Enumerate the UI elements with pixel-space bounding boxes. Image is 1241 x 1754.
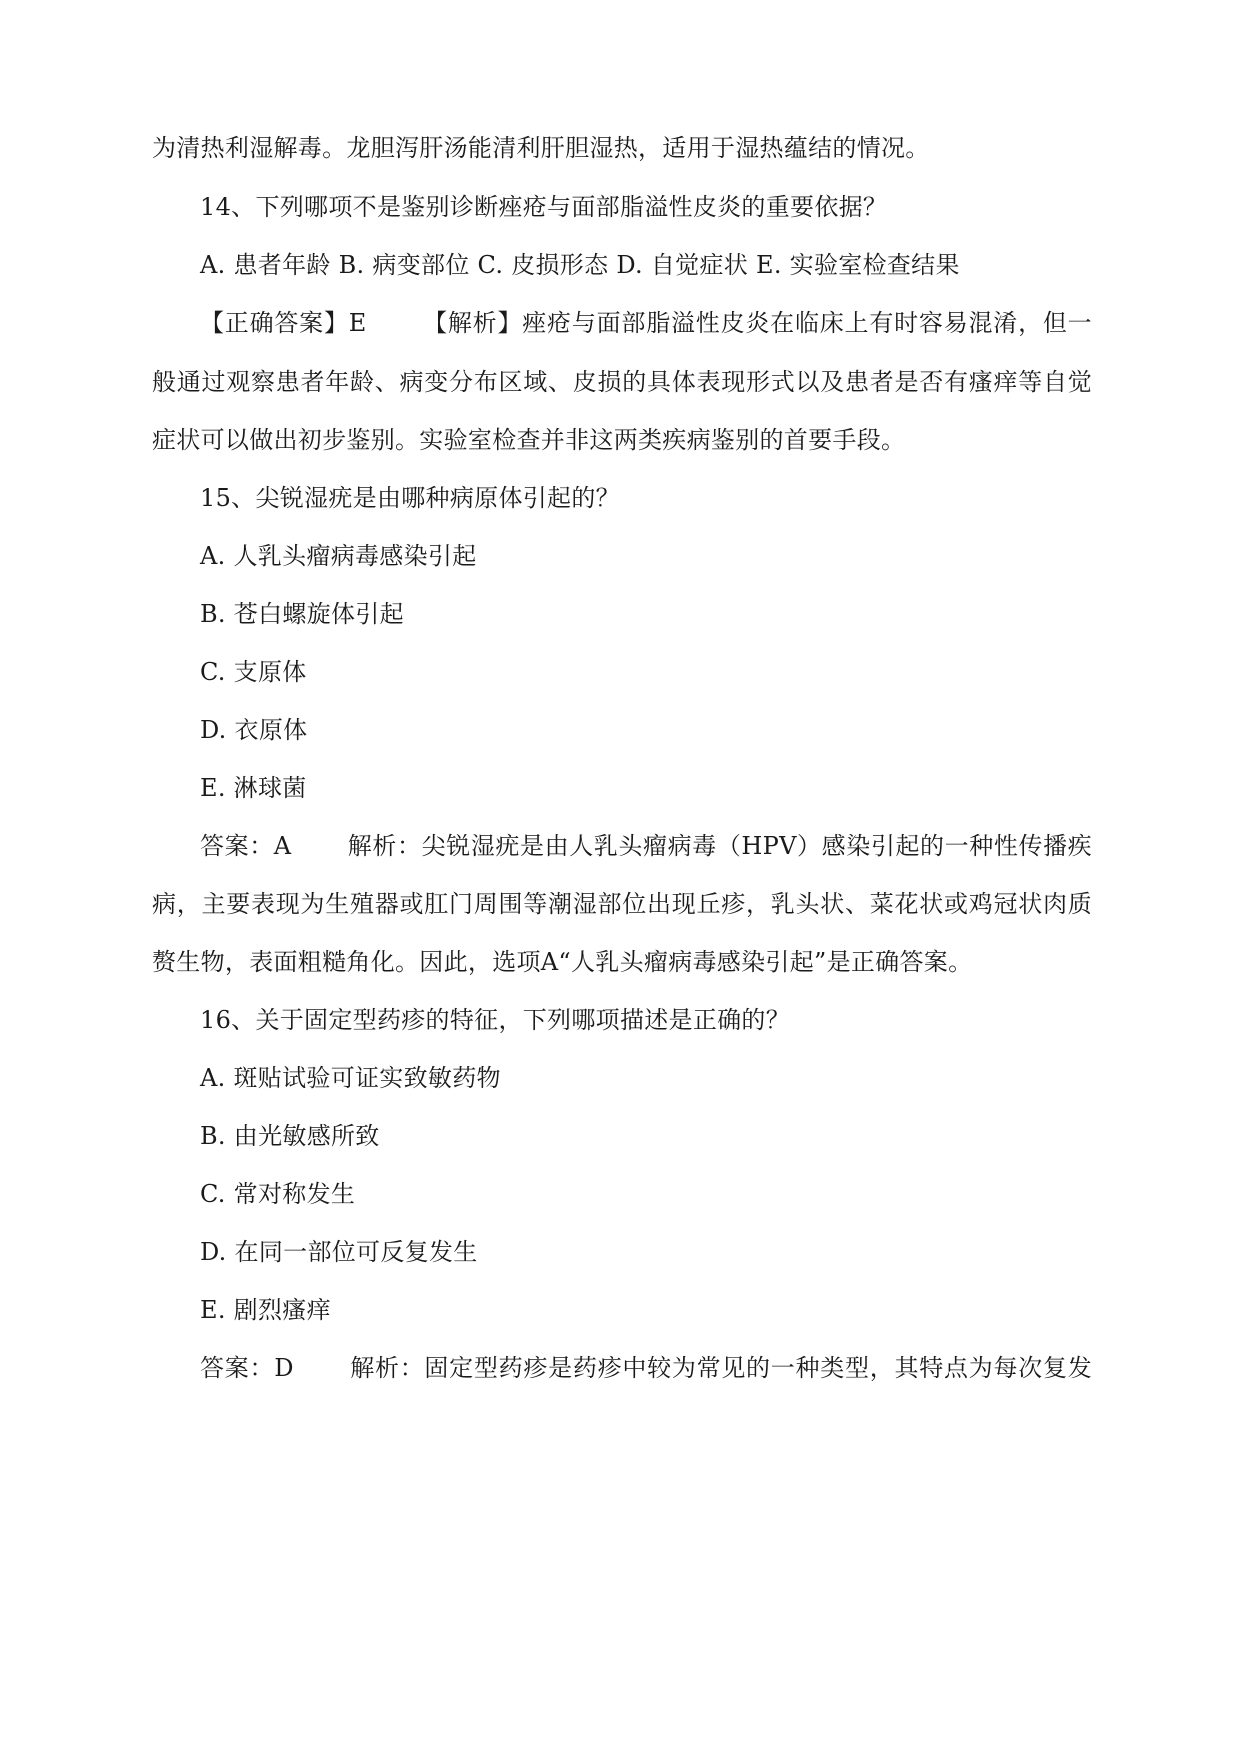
q15-option-c: C. 支原体 <box>200 658 307 686</box>
q14-analysis-first-line <box>200 307 1092 339</box>
q16-stem: 16、关于固定型药疹的特征，下列哪项描述是正确的？ <box>200 1006 791 1034</box>
q15-analysis-line1: 解析：尖锐湿疣是由人乳头瘤病毒（HPV）感染引起的一种性传播疾 <box>347 832 1092 860</box>
q15-option-d: D. 衣原体 <box>200 716 308 744</box>
q15-option-e: E. 淋球菌 <box>200 774 307 802</box>
q16-option-c: C. 常对称发生 <box>200 1180 356 1208</box>
q16-option-e: E. 剧烈瘙痒 <box>200 1296 331 1324</box>
q14-analysis-line3: 症状可以做出初步鉴别。实验室检查并非这两类疾病鉴别的首要手段。 <box>152 426 906 454</box>
q15-analysis-line2: 病，主要表现为生殖器或肛门周围等潮湿部位出现丘疹，乳头状、菜花状或鸡冠状肉质 <box>152 890 1092 918</box>
q16-option-b: B. 由光敏感所致 <box>200 1122 380 1150</box>
q15-analysis-first-line <box>200 830 1092 862</box>
q14-options: A. 患者年龄 B. 病变部位 C. 皮损形态 D. 自觉症状 E. 实验室检查结果 <box>200 251 960 279</box>
q16-answer-label: 答案：D <box>200 1354 294 1382</box>
q14-analysis-line2: 般通过观察患者年龄、病变分布区域、皮损的具体表现形式以及患者是否有瘙痒等自觉 <box>152 368 1092 396</box>
q15-option-a: A. 人乳头瘤病毒感染引起 <box>200 542 477 570</box>
q16-option-a: A. 斑贴试验可证实致敏药物 <box>200 1064 501 1092</box>
intro-tail-line: 为清热利湿解毒。龙胆泻肝汤能清利肝胆湿热，适用于湿热蕴结的情况。 <box>152 134 930 162</box>
q15-stem: 15、尖锐湿疣是由哪种病原体引起的？ <box>200 484 620 512</box>
q15-option-b: B. 苍白螺旋体引起 <box>200 600 404 628</box>
q14-answer-label: 【正确答案】E <box>200 309 367 337</box>
q16-option-d: D. 在同一部位可反复发生 <box>200 1238 478 1266</box>
q16-analysis-first-line <box>200 1352 1092 1384</box>
q15-answer-label: 答案：A <box>200 832 292 860</box>
q14-analysis-line1: 【解析】痤疮与面部脂溢性皮炎在临床上有时容易混淆，但一 <box>422 309 1092 337</box>
q14-stem: 14、下列哪项不是鉴别诊断痤疮与面部脂溢性皮炎的重要依据？ <box>200 193 888 221</box>
q15-analysis-line3: 赘生物，表面粗糙角化。因此，选项A“人乳头瘤病毒感染引起”是正确答案。 <box>152 948 973 976</box>
q16-analysis-line1: 解析：固定型药疹是药疹中较为常见的一种类型，其特点为每次复发 <box>349 1354 1092 1382</box>
